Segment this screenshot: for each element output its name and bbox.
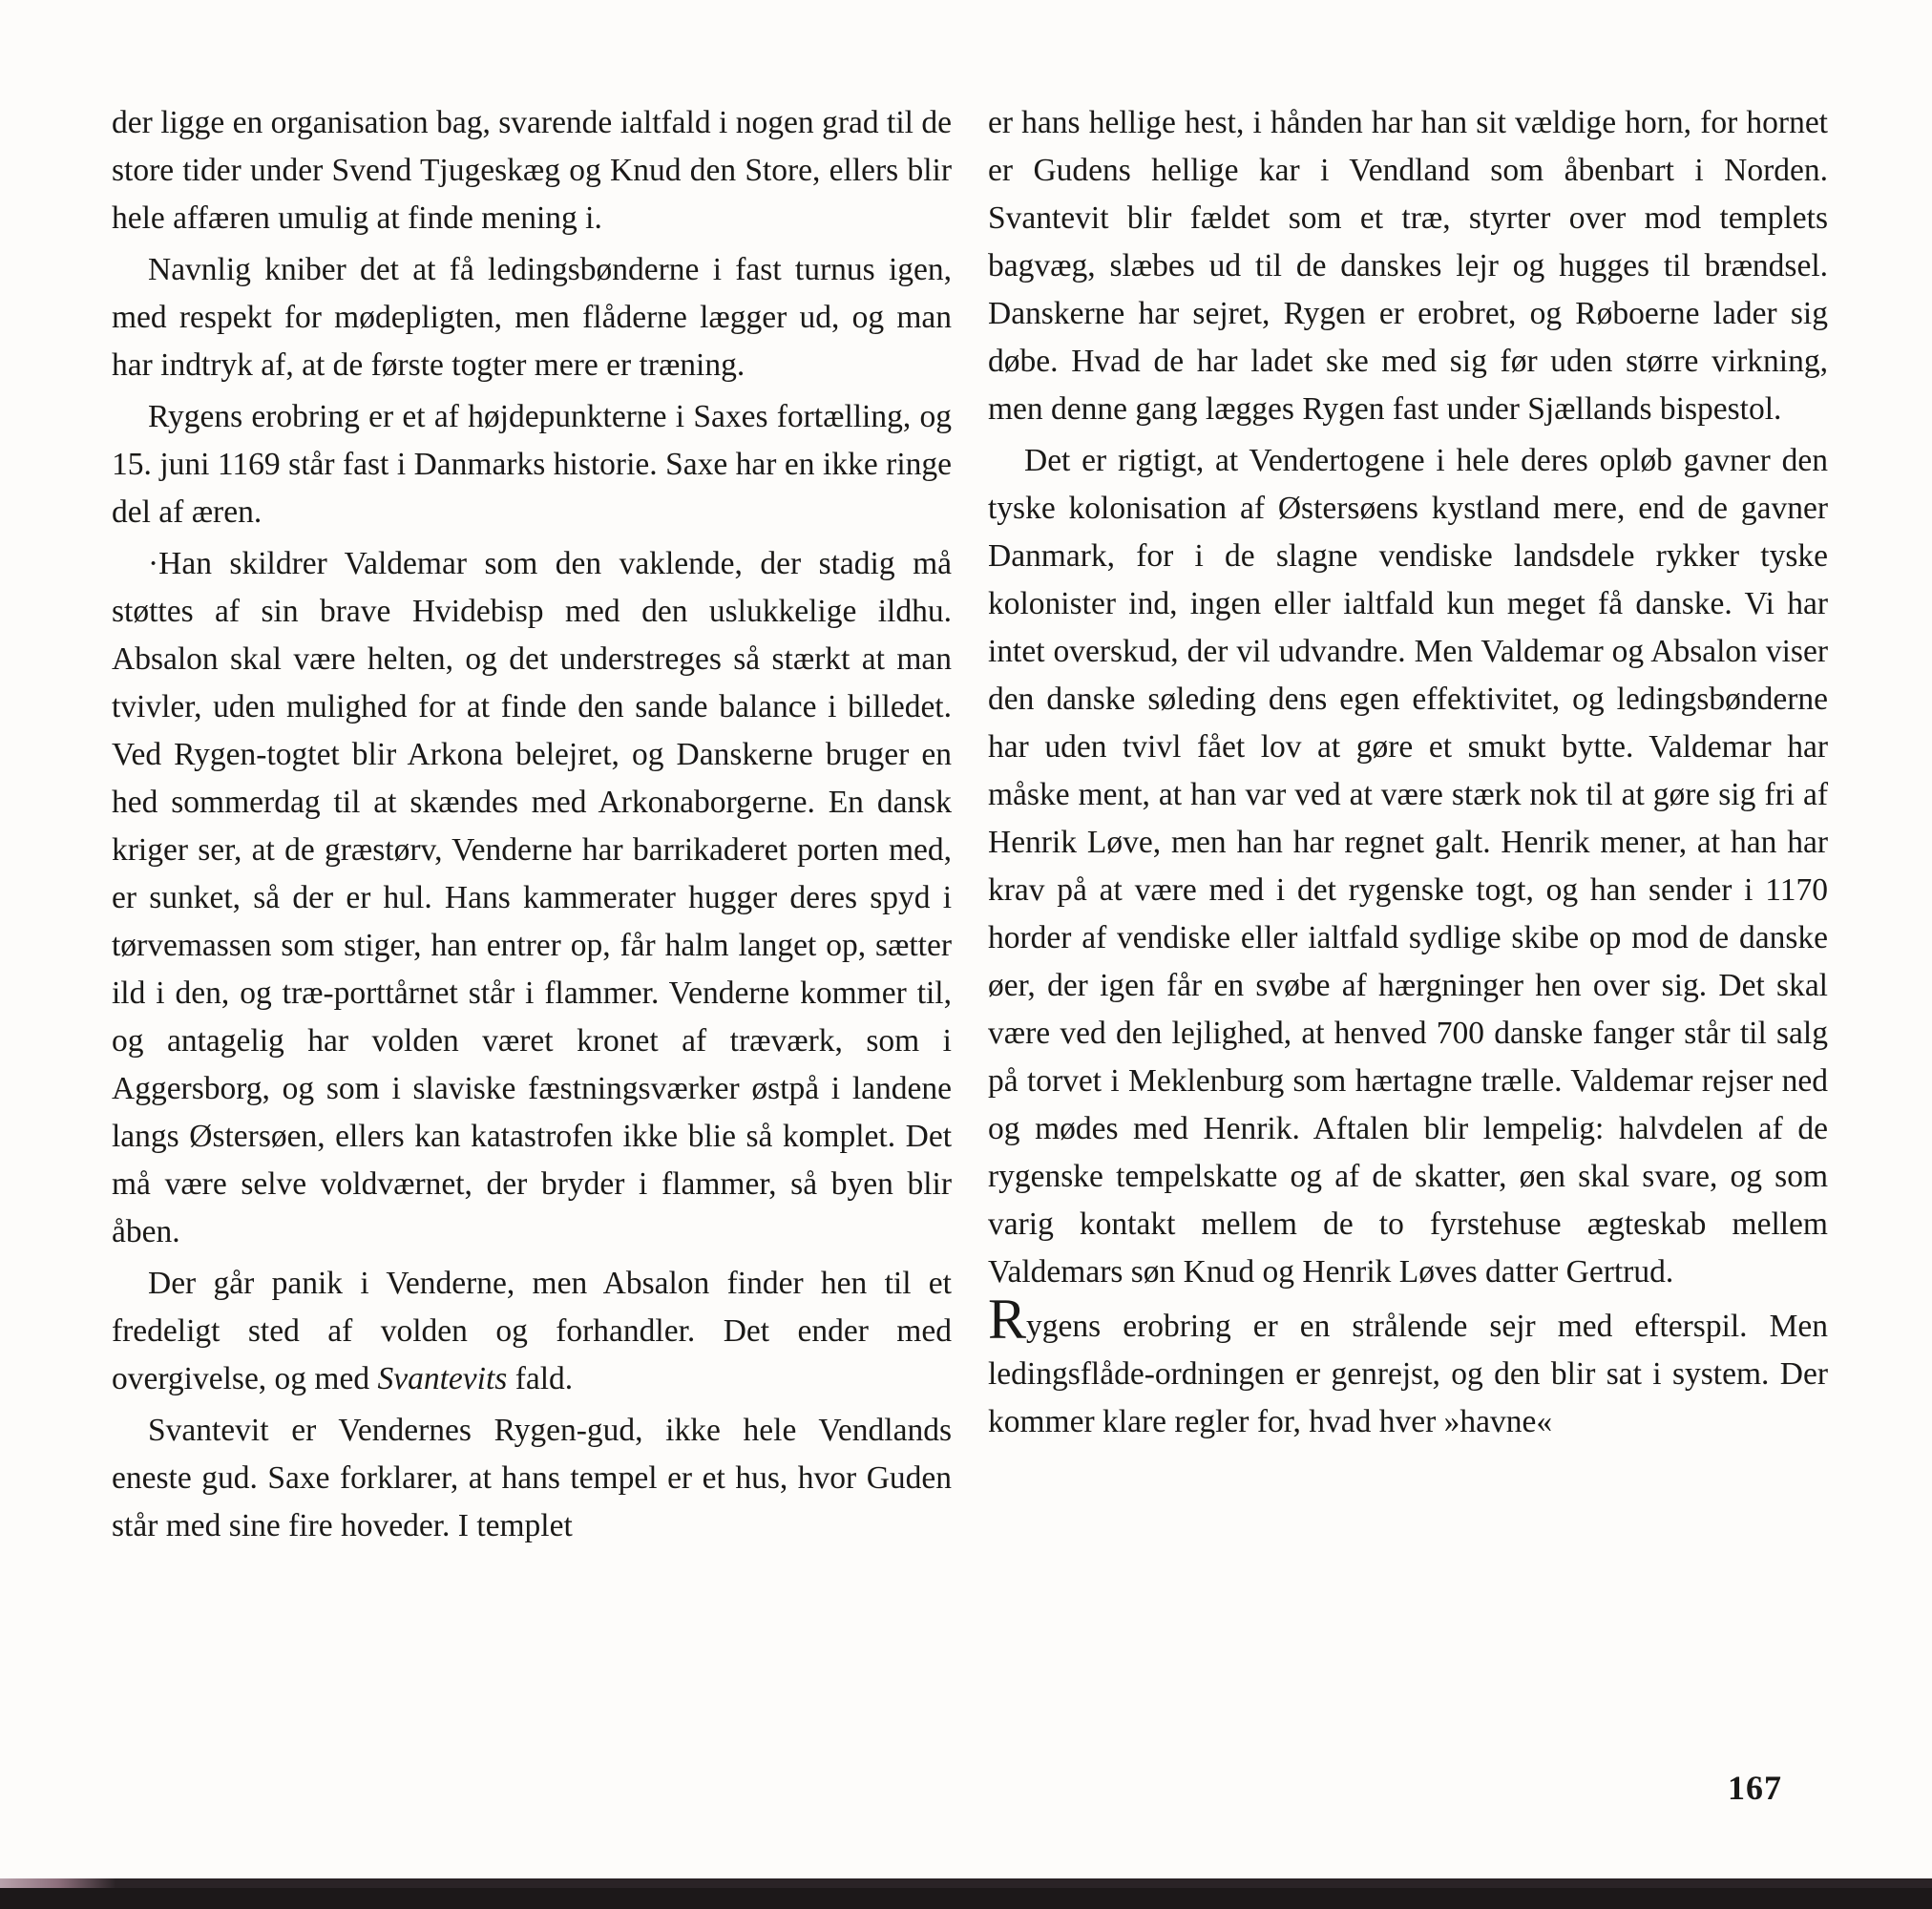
page-number: 167 xyxy=(1728,1769,1782,1807)
paragraph xyxy=(112,1260,952,1403)
paragraph: Svantevit er Vendernes Rygen-gud, ikke hele Vendlands eneste gud. Saxe forklarer, at hans tempel er et hus, hvor Guden står med sine fire hoveder. I templet xyxy=(112,1413,952,1543)
scan-edge-shading xyxy=(0,1878,1932,1888)
paragraph-text: ygens erobring er en strålende sejr med efterspil. Men ledingsflåde-ordningen er genrejst, og den blir sat i system. Der kommer klare regler for, hvad hver »havne« xyxy=(988,1309,1828,1439)
paragraph-text: Der går panik i Venderne, men Absalon finder hen til et fredeligt sted af volden og forhandler. Det ender med overgivelse, og med xyxy=(112,1266,952,1396)
paragraph-text: fald. xyxy=(507,1361,574,1396)
paragraph: Det er rigtigt, at Vendertogene i hele deres opløb gavner den tyske kolonisation af Østersøens kystland mere, end de gavner Danmark, for i de slagne vendiske landsdele rykker tyske kolonister ind, ingen eller ialtfald kun meget få danske. Vi har intet overskud, der vil udvandre. Men Valdemar og Absalon viser den danske søleding dens egen effektivitet, og ledingsbønderne har uden tvivl fået lov at gøre et smukt bytte. Valdemar har måske ment, at han var ved at være stærk nok til at gøre sig fri af Henrik Løve, men han har regnet galt. Henrik mener, at han har krav på at være med i det rygenske togt, og han sender i 1170 horder af vendiske eller ialtfald sydlige skibe op mod de danske øer, der igen får en svøbe af hærgninger hen over sig. Det skal være ved den lejlighed, at henved 700 danske fanger står til salg på torvet i Meklenburg som hærtagne trælle. Valdemar rejser ned og mødes med Henrik. Aftalen blir lempelig: halvdelen af de rygenske tempelskatte og af de skatter, øen skal svare, og som varig kontakt mellem de to fyrstehuse ægteskab mellem Valdemars søn Knud og Henrik Løves datter Gertrud. xyxy=(988,443,1828,1290)
right-column xyxy=(988,99,1828,1446)
left-column xyxy=(112,99,952,1550)
paragraph: Navnlig kniber det at få ledingsbønderne i fast turnus igen, med respekt for mødepligten, men flåderne lægger ud, og man har indtryk af, at de første togter mere er træning. xyxy=(112,252,952,383)
paragraph: Rygens erobring er et af højdepunkterne i Saxes fortælling, og 15. juni 1169 står fast i Danmarks historie. Saxe har en ikke ringe del af æren. xyxy=(112,399,952,530)
paragraph: der ligge en organisation bag, svarende ialtfald i nogen grad til de store tider under Svend Tjugeskæg og Knud den Store, ellers blir hele affæren umulig at finde mening i. xyxy=(112,105,952,236)
drop-cap: R xyxy=(988,1288,1027,1351)
paragraph: ·Han skildrer Valdemar som den vaklende, der stadig må støttes af sin brave Hvidebisp med den uslukkelige ildhu. Absalon skal være helten, og det understreges så stærkt at man tvivler, uden mulighed for at finde den sande balance i billedet. Ved Rygen-togtet blir Arkona belejret, og Danskerne bruger en hed sommerdag til at skændes med Arkonaborgerne. En dansk kriger ser, at de græstørv, Venderne har barrikaderet porten med, er sunket, så der er hul. Hans kammerater hugger deres spyd i tørvemassen som stiger, han entrer op, får halm langet op, sætter ild i den, og træ-porttårnet står i flammer. Venderne kommer til, og antagelig har volden været kronet af træværk, som i Aggersborg, og som i slaviske fæstningsværker østpå i landene langs Østersøen, ellers kan katastrofen ikke blie så komplet. Det må være selve voldværnet, der bryder i flammer, så byen blir åben. xyxy=(112,546,952,1249)
paragraph: er hans hellige hest, i hånden har han sit vældige horn, for hornet er Gudens hellige kar i Vendland som åbenbart i Norden. Svantevit blir fældet som et træ, styrter over mod templets bagvæg, slæbes ud til de danskes lejr og hugges til brændsel. Danskerne har sejret, Rygen er erobret, og Røboerne lader sig døbe. Hvad de har ladet ske med sig før uden større virkning, men denne gang lægges Rygen fast under Sjællands bispestol. xyxy=(988,105,1828,427)
scan-bottom-edge xyxy=(0,1878,1932,1909)
italic-name: Svantevits xyxy=(377,1361,508,1396)
section-start-paragraph xyxy=(988,1288,1828,1446)
